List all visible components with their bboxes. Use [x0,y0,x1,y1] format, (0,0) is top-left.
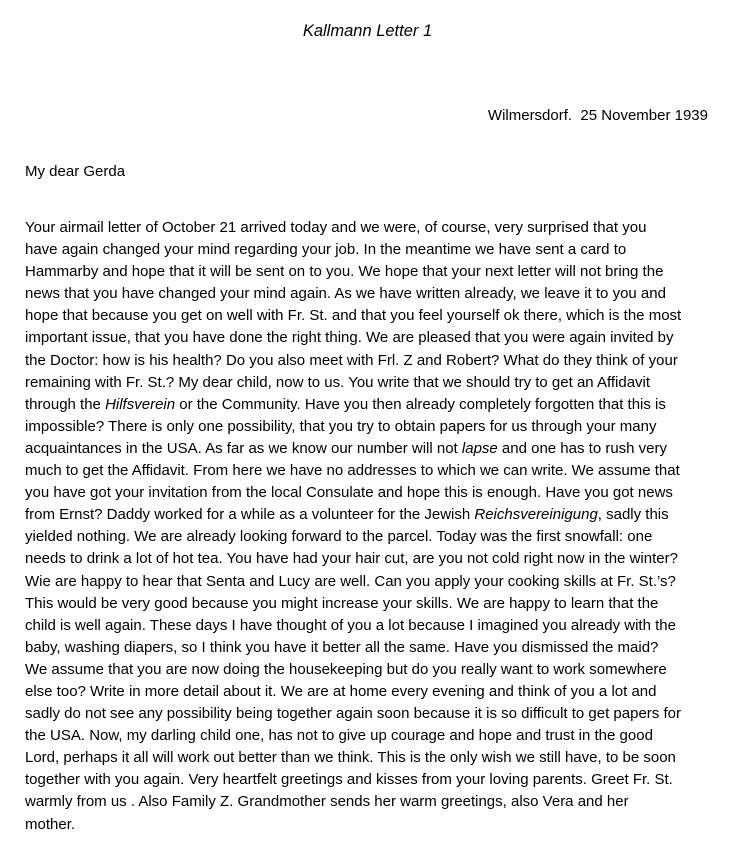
letter-line [25,504,715,526]
letter-line [25,571,715,593]
text-segment: important issue, that you have done the right thing. We are pleased that you were again invited by [25,329,674,347]
salutation: My dear Gerda [25,163,126,180]
text-segment: , sadly this [597,506,669,524]
letter-line [25,593,715,615]
letter-line [25,814,715,836]
letter-line [25,350,715,372]
text-segment: sadly do not see any possibility being together again soon because it is so difficult to get papers for [25,705,681,723]
letter-line [25,438,715,460]
letter-line [25,659,715,681]
document-title: Kallmann Letter 1 [302,22,433,40]
letter-line [25,261,715,283]
letter-line [25,791,715,813]
letter-line [25,372,715,394]
text-segment: mother. [25,815,76,833]
text-segment: through the [25,395,106,413]
letter-line [25,615,715,637]
text-segment: much to get the Affidavit. From here we have no addresses to which we can write. We assume that [25,462,680,480]
letter-line [25,548,715,570]
letter-line [25,482,715,504]
text-segment: and one has to rush very [497,439,668,457]
text-segment: Hammarby and hope that it will be sent on to you. We hope that your next letter will not bring the [25,263,664,281]
letter-line [25,747,715,769]
text-segment: needs to drink a lot of hot tea. You have had your hair cut, are you not cold right now in the winter? [25,550,678,568]
text-segment: yielded nothing. We are already looking forward to the parcel. Today was the first snowfall: one [25,528,653,546]
letter-line [25,416,715,438]
text-segment: impossible? There is only one possibility, that you try to obtain papers for us through your many [25,417,657,435]
text-segment: hope that because you get on well with Fr. St. and that you feel yourself ok there, which is the most [25,307,682,325]
text-segment: or the Community. Have you then already completely forgotten that this is [175,395,666,413]
text-segment: We assume that you are now doing the housekeeping but do you really want to work somewhere [25,660,667,678]
letter-line [25,637,715,659]
place-date: Wilmersdorf. 25 November 1939 [487,107,708,124]
italic-term: Reichsvereinigung [474,506,598,524]
italic-term: lapse [461,439,498,457]
text-segment: from Ernst? Daddy worked for a while as a volunteer for the Jewish [25,506,475,524]
text-segment: the USA. Now, my darling child one, has not to give up courage and hope and trust in the good [25,727,653,745]
letter-line [25,305,715,327]
letter-line [25,703,715,725]
text-segment: news that you have changed your mind again. As we have written already, we leave it to you and [25,285,666,303]
italic-term: Hilfsverein [105,395,176,413]
text-segment: Your airmail letter of October 21 arrived today and we were, of course, very surprised that you [25,219,647,236]
letter-line [25,283,715,305]
text-segment: Lord, perhaps it all will work out better than we think. This is the only wish we still have, to be soon [25,749,676,767]
text-segment: remaining with Fr. St.? My dear child, now to us. You write that we should try to get an Affidavit [25,373,651,391]
letter-line [25,725,715,747]
text-segment: child is well again. These days I have thought of you a lot because I imagined you already with the [25,616,676,634]
letter-line [25,526,715,548]
text-segment: you have got your invitation from the local Consulate and hope this is enough. Have you got news [25,484,673,502]
letter-line [25,239,715,261]
text-segment: the Doctor: how is his health? Do you also meet with Frl. Z and Robert? What do they think of your [25,351,678,369]
letter-body [25,217,715,836]
letter-line [25,327,715,349]
text-segment: Wie are happy to hear that Senta and Lucy are well. Can you apply your cooking skills at Fr. St.’s? [25,572,676,590]
text-segment: else too? Write in more detail about it. We are at home every evening and think of you a lot and [25,682,657,700]
text-segment: acquaintances in the USA. As far as we know our number will not [25,439,462,457]
letter-line [25,681,715,703]
text-segment: baby, washing diapers, so I think you have it better all the same. Have you dismissed the maid? [25,638,659,656]
letter-line [25,394,715,416]
letter-line [25,769,715,791]
text-segment: have again changed your mind regarding your job. In the meantime we have sent a card to [25,241,627,259]
text-segment: warmly from us . Also Family Z. Grandmother sends her warm greetings, also Vera and her [25,793,629,811]
text-segment: This would be very good because you might increase your skills. We are happy to learn that the [25,594,659,612]
letter-line [25,217,715,239]
text-segment: together with you again. Very heartfelt greetings and kisses from your loving parents. Greet Fr. St. [25,771,673,789]
letter-line [25,460,715,482]
